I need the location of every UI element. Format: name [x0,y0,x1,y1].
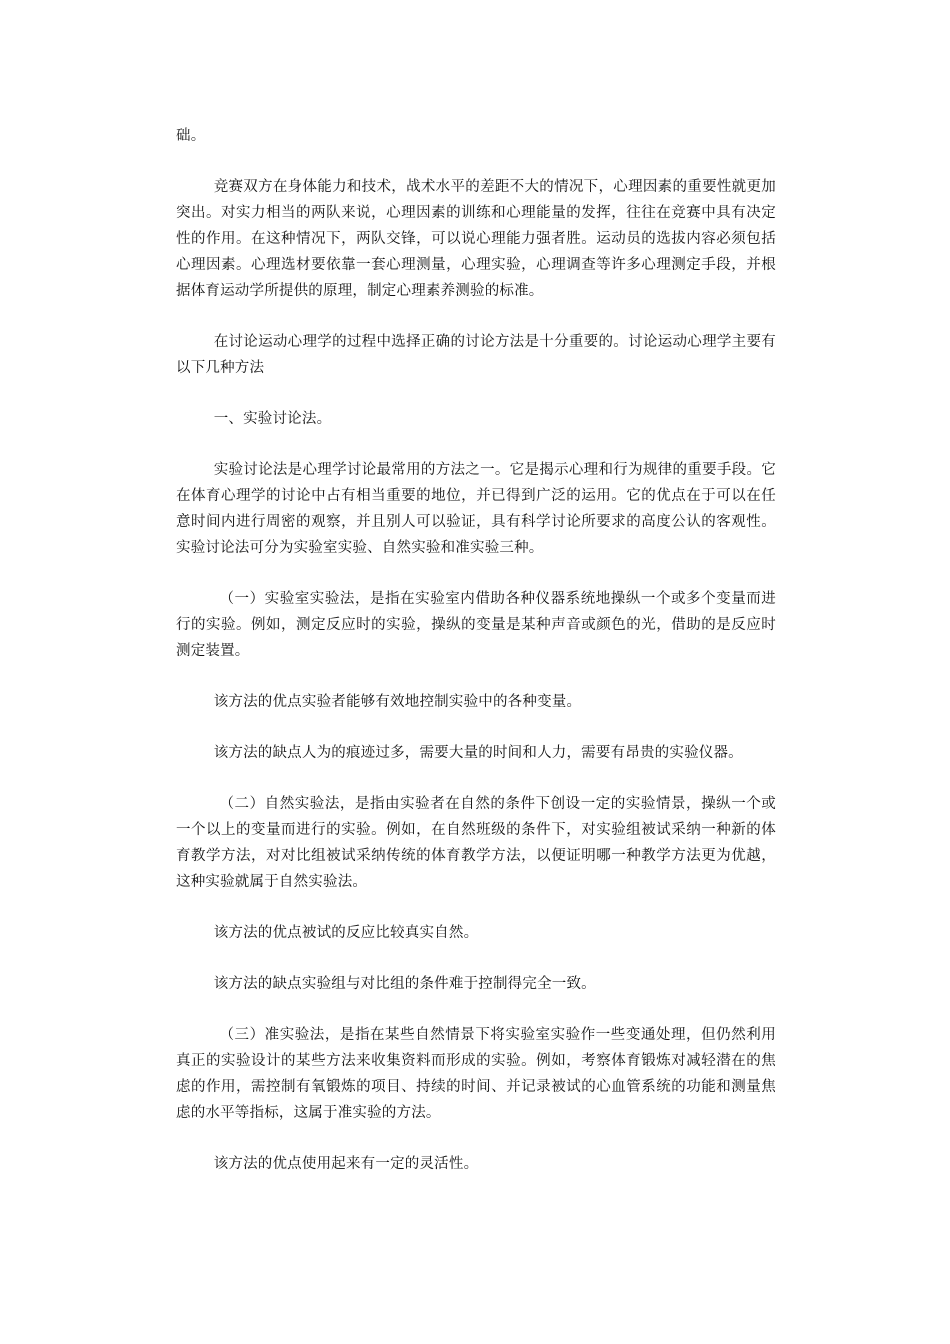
paragraph-11: 该方法的缺点实验组与对比组的条件难于控制得完全一致。 [213,976,596,992]
section-heading-1: 一、实验讨论法。 [213,411,332,427]
subsection-2: （二）自然实验法，是指由实验者在自然的条件下创设一定的实验情景，操纵一个或一个以上的变量而进行的实验。例如，在自然班级的条件下，对实验组被试采纳一种新的体育教学方法，对对比组被试采纳传统的体育教学方法，以便证明哪一种教学方法更为优越，这种实验就属于自然实验法。 [176,796,776,890]
paragraph-5: 实验讨论法是心理学讨论最常用的方法之一。它是揭示心理和行为规律的重要手段。它在体育心理学的讨论中占有相当重要的地位，并已得到广泛的运用。它的优点在于可以在任意时间内进行周密的观察，并且别人可以验证，具有科学讨论所要求的高度公认的客观性。实验讨论法可分为实验室实验、自然实验和准实验三种。 [176,462,776,556]
paragraph-7: 该方法的优点实验者能够有效地控制实验中的各种变量。 [213,694,582,710]
paragraph-8: 该方法的缺点人为的痕迹过多，需要大量的时间和人力，需要有昂贵的实验仪器。 [213,745,743,761]
paragraph-1: 础。 [176,128,206,144]
paragraph-3: 在讨论运动心理学的过程中选择正确的讨论方法是十分重要的。讨论运动心理学主要有以下几种方法 [176,334,776,376]
paragraph-13: 该方法的优点使用起来有一定的灵活性。 [213,1156,479,1172]
paragraph-2: 竞赛双方在身体能力和技术，战术水平的差距不大的情况下，心理因素的重要性就更加突出。对实力相当的两队来说，心理因素的训练和心理能量的发挥，往往在竞赛中具有决定性的作用。在这种情况下，两队交锋，可以说心理能力强者胜。运动员的选拔内容必须包括心理因素。心理选材要依靠一套心理测量，心理实验，心理调查等许多心理测定手段，并根据体育运动学所提供的原理，制定心理素养测验的标准。 [176,179,776,299]
subsection-1: （一）实验室实验法，是指在实验室内借助各种仪器系统地操纵一个或多个变量而进行的实验。例如，测定反应时的实验，操纵的变量是某种声音或颜色的光，借助的是反应时测定装置。 [176,591,776,659]
subsection-3: （三）准实验法，是指在某些自然情景下将实验室实验作一些变通处理，但仍然利用真正的实验设计的某些方法来收集资料而形成的实验。例如，考察体育锻炼对减轻潜在的焦虑的作用，需控制有氧锻炼的项目、持续的时间、并记录被试的心血管系统的功能和测量焦虑的水平等指标，这属于准实验的方法。 [176,1027,776,1121]
document-body [176,123,776,1202]
paragraph-10: 该方法的优点被试的反应比较真实自然。 [213,925,479,941]
